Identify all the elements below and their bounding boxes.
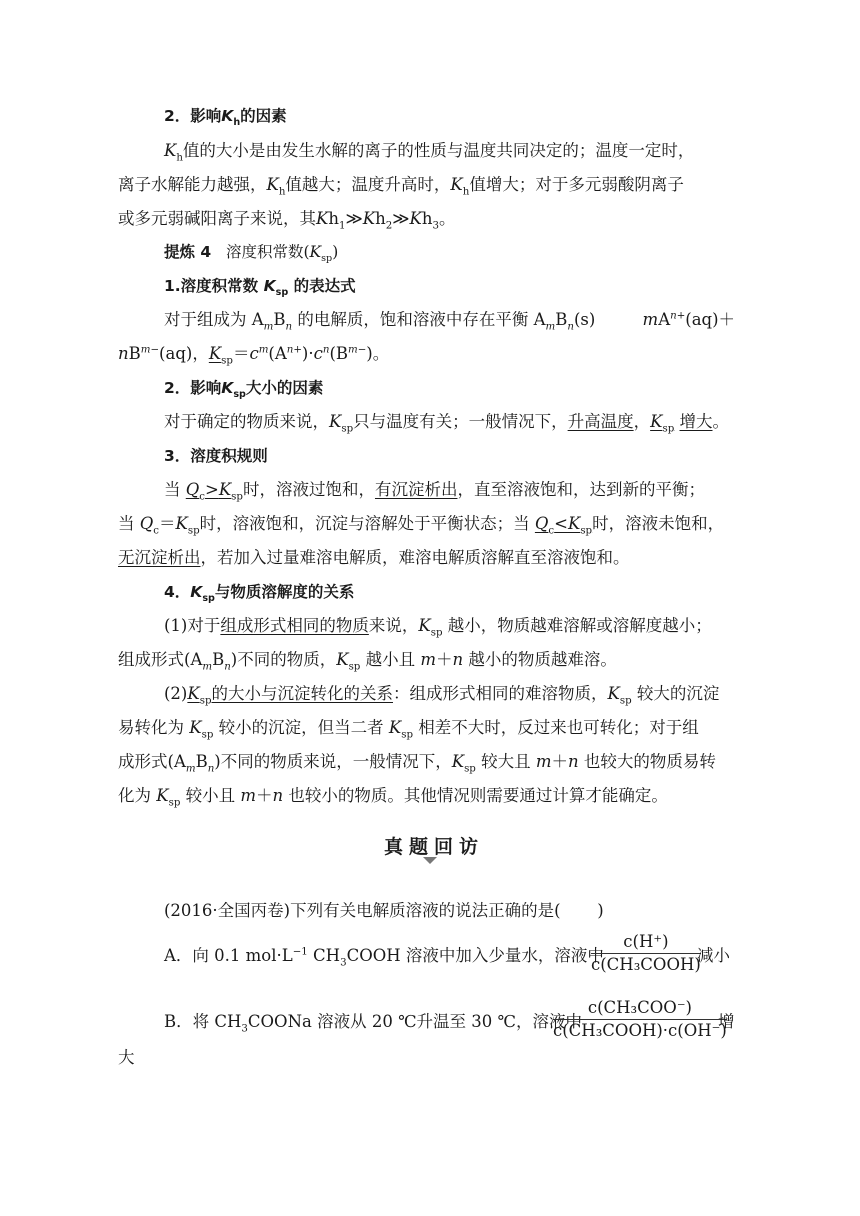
heading-extract-4: 提炼 4 溶度积常数$(K_{sp})$ <box>164 243 339 265</box>
para-rule-line1: 当 $Q_c>K_{sp}$时，溶液过饱和，有沉淀析出，直至溶液饱和，达到新的平衡； <box>164 480 705 503</box>
heading-ksp-solubility: 4．$K_{sp}$与物质溶解度的关系 <box>164 583 355 605</box>
option-a-end: 减小 <box>697 946 730 965</box>
option-a-fraction <box>591 931 701 976</box>
para-kh-line3: 或多元弱碱阳离子来说，其$Kh_1≫Kh_2≫Kh_3$。 <box>118 209 456 232</box>
option-b-numerator: c(CH₃COO⁻) <box>553 997 727 1020</box>
para-ksp-line1: 对于组成为 $A_mB_n$ 的电解质，饱和溶液中存在平衡 $A_mB_n(s)$ $mA^{n+}(aq)+$ <box>164 310 736 333</box>
para-rule-line3: 无沉淀析出，若加入过量难溶电解质，难溶电解质溶解直至溶液饱和。 <box>118 548 630 567</box>
option-b-end: 增 <box>718 1012 735 1031</box>
para-rel1-line2: 组成形式$(A_mB_n)$不同的物质，$K_{sp}$ 越小且 m＋n 越小的物质越难溶。 <box>118 650 617 673</box>
para-ksp-factor: 对于确定的物质来说，$K_{sp}$只与温度有关；一般情况下，升高温度，$K_{sp}$ 增大。 <box>164 412 729 435</box>
para-kh-line2: 离子水解能力越强，$K_h$值越大；温度升高时，$K_h$值增大；对于多元弱酸阴离子 <box>118 175 684 198</box>
heading-kh-factors: 2．影响$K_h$的因素 <box>164 107 287 129</box>
heading-ksp-factors: 2．影响$K_{sp}$大小的因素 <box>164 379 324 401</box>
para-rule-line2: 当 $Q_c=K_{sp}$时，溶液饱和，沉淀与溶解处于平衡状态；当 $Q_c<K_{sp}$时，溶液未饱和， <box>118 514 725 537</box>
option-a: A．向 0.1 $mol\cdot L^{-1}$ $CH_3COOH$ 溶液中加入少量水，溶液中 <box>164 946 604 969</box>
para-rel2-line4: 化为 $K_{sp}$ 较小且 m＋n 也较小的物质。其他情况则需要通过计算才能确定。 <box>118 786 668 809</box>
heading-solubility-rule: 3．溶度积规则 <box>164 447 268 465</box>
para-rel2-line1: $(2)K_{sp}$的大小与沉淀转化的关系：组成形式相同的难溶物质，$K_{sp}$ 较大的沉淀 <box>164 684 720 707</box>
para-rel2-line3: 成形式$(A_mB_n)$不同的物质来说，一般情况下，$K_{sp}$ 较大且 m＋n 也较大的物质易转 <box>118 752 716 775</box>
title-triangle-icon <box>423 857 437 864</box>
question-stem: (2016·全国丙卷)下列有关电解质溶液的说法正确的是( ) <box>164 901 604 920</box>
option-a-denominator: c(CH₃COOH) <box>591 955 701 974</box>
option-b-continued: 大 <box>118 1048 135 1067</box>
option-a-numerator: c(H⁺) <box>591 931 701 954</box>
option-b: B．将 $CH_3COONa$ 溶液从 20 ℃升温至 30 ℃，溶液中 <box>164 1012 582 1035</box>
para-rel2-line2: 易转化为 $K_{sp}$ 较小的沉淀，但当二者 $K_{sp}$ 相差不大时，反过来也可转化；对于组 <box>118 718 699 741</box>
para-kh-line1: $K_h$值的大小是由发生水解的离子的性质与温度共同决定的；温度一定时， <box>164 141 695 164</box>
para-rel1-line1: (1)对于组成形式相同的物质来说，$K_{sp}$ 越小，物质越难溶解或溶解度越小； <box>164 616 712 639</box>
section-title-real-exam: 真题回访 <box>384 836 485 858</box>
option-b-fraction <box>553 997 727 1042</box>
option-b-denominator: c(CH₃COOH)·c(OH⁻) <box>553 1021 727 1040</box>
heading-ksp-expression: 1.溶度积常数 $K_{sp}$ 的表达式 <box>164 277 356 299</box>
para-ksp-line2: $nB^{m-}(aq)$，$K_{sp}=c^m(A^{n+})\cdot c^n(B^{m-})$。 <box>118 344 390 367</box>
